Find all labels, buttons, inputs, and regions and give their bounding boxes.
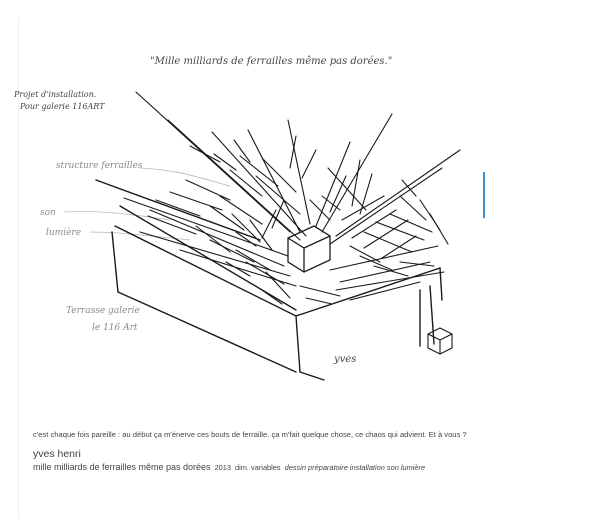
work-dimensions: dim. variables: [235, 463, 281, 472]
signature: yves: [334, 354, 357, 365]
note-project-line1: Projet d'installation.: [14, 90, 97, 99]
blue-margin-mark: [483, 172, 485, 218]
terrace-walls: [96, 180, 442, 380]
sketch-title: "Mille milliards de ferrailles même pas dorées.": [150, 56, 393, 67]
label-lumiere: lumière: [46, 228, 82, 238]
work-details: [33, 462, 573, 472]
caption: [33, 430, 573, 472]
work-description: dessin préparatoire installation son lumière: [284, 463, 426, 472]
ferraille-lines: [124, 92, 460, 304]
label-structure: structure ferrailles: [56, 161, 143, 171]
work-title: mille milliards de ferrailles même pas dorées: [33, 462, 211, 472]
central-cube: [288, 226, 330, 272]
artist-name: yves henri: [33, 448, 81, 460]
label-son: son: [40, 208, 56, 218]
work-year: 2013: [214, 463, 232, 472]
label-terrasse-line2: le 116 Art: [92, 323, 138, 333]
small-cube: [428, 328, 452, 354]
artist-quote: c'est chaque fois pareille : au début ça m'énerve ces bouts de ferraille. ça m'fait quelque chose, ce chaos qui advient. Et à vous ?: [33, 430, 467, 439]
label-terrasse-line1: Terrasse galerie: [66, 306, 140, 316]
note-project-line2: Pour galerie 116ART: [20, 102, 105, 111]
